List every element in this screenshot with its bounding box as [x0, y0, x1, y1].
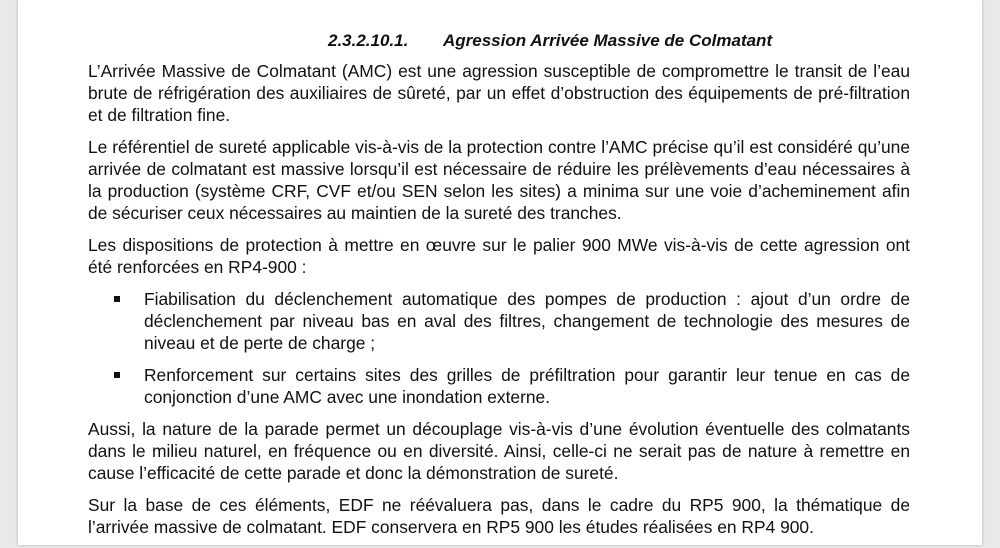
paragraph-conclusion: Sur la base de ces éléments, EDF ne réévaluera pas, dans le cadre du RP5 900, la thématique de l’arrivée massive de colmatant. EDF conservera en RP5 900 les études réalisées en RP4 900.	[88, 495, 910, 537]
section-number: 2.3.2.10.1.	[328, 31, 409, 50]
section-title: Agression Arrivée Massive de Colmatant	[443, 31, 773, 50]
square-bullet-icon	[114, 296, 120, 302]
list-item-text: Fiabilisation du déclenchement automatique des pompes de production : ajout d’un ordre de déclenchement par niveau bas en aval des filtres, changement de technologie des mesures de niveau et de perte de charge ;	[144, 289, 910, 353]
paragraph-dispositions: Les dispositions de protection à mettre en œuvre sur le palier 900 MWe vis-à-vis de cette agression ont été renforcées en RP4-900 :	[88, 235, 910, 277]
square-bullet-icon	[114, 372, 120, 378]
paragraph-referentiel: Le référentiel de sureté applicable vis-à-vis de la protection contre l’AMC précise qu’il est considéré qu’une arrivée de colmatant est massive lorsqu’il est nécessaire de réduire les prélèvements d’eau nécessaires à la production (système CRF, CVF et/ou SEN selon les sites) a minima sur une voie d’acheminement afin de sécuriser ceux nécessaires au maintien de la sureté des tranches.	[88, 137, 910, 223]
section-heading	[88, 30, 910, 52]
paragraph-amc-definition: L’Arrivée Massive de Colmatant (AMC) est une agression susceptible de compromettre le transit de l’eau brute de réfrigération des auxiliaires de sûreté, par un effet d’obstruction des équipements de pré-filtration et de filtration fine.	[88, 61, 910, 125]
dispositions-list	[88, 288, 910, 408]
document-content	[88, 30, 910, 548]
document-page	[18, 0, 982, 545]
list-item	[88, 288, 910, 354]
list-item-text: Renforcement sur certains sites des grilles de préfiltration pour garantir leur tenue en cas de conjonction d’une AMC avec une inondation externe.	[144, 365, 910, 407]
paragraph-decouplage: Aussi, la nature de la parade permet un découplage vis-à-vis d’une évolution éventuelle des colmatants dans le milieu naturel, en fréquence ou en diversité. Ainsi, celle-ci ne serait pas de nature à remettre en cause l’efficacité de cette parade et donc la démonstration de sureté.	[88, 419, 910, 483]
list-item	[88, 364, 910, 408]
